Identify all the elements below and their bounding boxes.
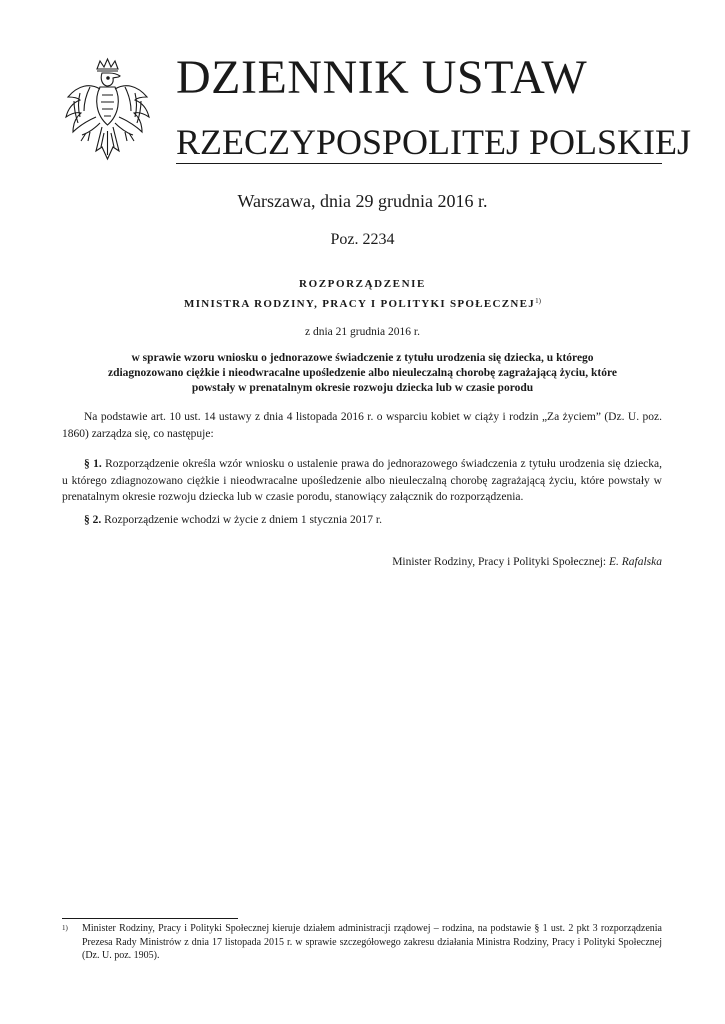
section-1-paragraph (62, 456, 662, 506)
issue-date: Warszawa, dnia 29 grudnia 2016 r. (237, 191, 488, 211)
footnote-rule (62, 918, 238, 919)
authority-text: MINISTRA RODZINY, PRACY I POLITYKI SPOŁECZNEJ (184, 298, 536, 310)
section-2-text: Rozporządzenie wchodzi w życie z dniem 1 stycznia 2017 r. (104, 514, 382, 526)
section-2-paragraph (62, 512, 662, 529)
footnote-text: Minister Rodziny, Pracy i Polityki Społecznej kieruje działem administracji rządowej – rodzina, na podstawie § 1 ust. 2 pkt 3 rozporządzenia Prezesa Rady Ministrów z dnia 17 listopada 2015 r. w sprawie szczegółowego zakresu działania Ministra Rodziny, Pracy i Polityki Społecznej (Dz. U. poz. 1905). (82, 923, 662, 961)
journal-title: DZIENNIK USTAW (176, 51, 588, 104)
signature-role: Minister Rodziny, Pracy i Polityki Społecznej: (392, 556, 607, 568)
legal-basis-paragraph: Na podstawie art. 10 ust. 14 ustawy z dnia 4 listopada 2016 r. o wsparciu kobiet w ciąży i rodzin „Za życiem” (Dz. U. poz. 1860) zarządza się, co następuje: (62, 411, 662, 440)
section-1-mark: § 1. (84, 458, 102, 470)
act-authority-heading (0, 294, 725, 311)
journal-subtitle: RZECZYPOSPOLITEJ POLSKIEJ (176, 122, 692, 162)
act-subject: w sprawie wzoru wniosku o jednorazowe świadczenie z tytułu urodzenia się dziecka, u którego zdiagnozowano ciężkie i nieodwracalne upośledzenie albo nieuleczalną chorobę zagrażającą życiu, które powstały w prenatalnym okresie rozwoju dziecka lub w czasie porodu (107, 352, 618, 394)
act-type-heading: ROZPORZĄDZENIE (299, 278, 426, 290)
signature-block (392, 555, 662, 569)
position-number: Poz. 2234 (330, 231, 395, 248)
polish-eagle-emblem-icon (60, 55, 155, 165)
footnote-reference: 1) (535, 297, 541, 305)
header-rule (176, 163, 662, 164)
act-date: z dnia 21 grudnia 2016 r. (305, 326, 420, 338)
section-1-text: Rozporządzenie określa wzór wniosku o ustalenie prawa do jednorazowego świadczenia z tytułu urodzenia się dziecka, u którego zdiagnozowano ciężkie i nieodwracalne upośledzenie albo nieuleczalną chorobę zagrażającą życiu, które powstały w prenatalnym okresie rozwoju dziecka lub w czasie porodu, stanowiący załącznik do rozporządzenia. (62, 458, 663, 503)
section-2-mark: § 2. (84, 514, 102, 526)
footnote-mark: 1) (62, 924, 68, 932)
signature-name: E. Rafalska (608, 556, 662, 568)
